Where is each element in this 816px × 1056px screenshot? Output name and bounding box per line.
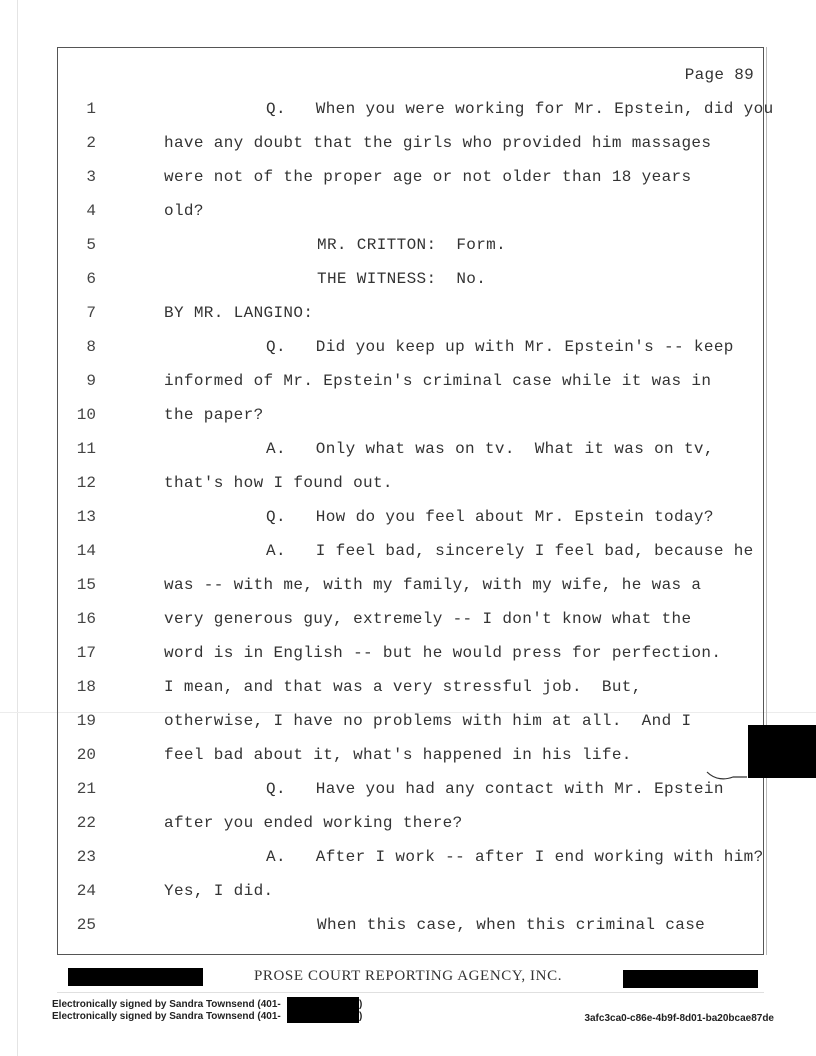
line-text: that's how I found out.: [164, 474, 393, 492]
line-text: Q. When you were working for Mr. Epstein, did you: [266, 100, 774, 118]
document-hash: 3afc3ca0-c86e-4b9f-8d01-ba20bcae87de: [584, 1013, 774, 1024]
line-number: 13: [76, 508, 96, 526]
line-text: informed of Mr. Epstein's criminal case while it was in: [164, 372, 712, 390]
line-number: 8: [86, 338, 96, 356]
line-number: 5: [86, 236, 96, 254]
line-text: was -- with me, with my family, with my wife, he was a: [164, 576, 702, 594]
line-text: Q. Did you keep up with Mr. Epstein's -- keep: [266, 338, 734, 356]
line-text: MR. CRITTON: Form.: [317, 236, 507, 254]
transcript-line: [60, 704, 760, 738]
transcript-line: [60, 126, 760, 160]
handwritten-mark: [705, 768, 749, 782]
line-text: A. After I work -- after I end working with him?: [266, 848, 764, 866]
scan-artifact-left: [17, 0, 18, 1056]
line-number: 10: [76, 406, 96, 424]
transcript-line: [60, 364, 760, 398]
esign-paren-2: ): [359, 1011, 363, 1022]
transcript-line: [60, 534, 760, 568]
line-text: old?: [164, 202, 204, 220]
line-text: Q. Have you had any contact with Mr. Epstein: [266, 780, 724, 798]
line-text: A. I feel bad, sincerely I feel bad, because he: [266, 542, 754, 560]
line-number: 22: [76, 814, 96, 832]
transcript-line: [60, 92, 774, 126]
line-number: 9: [86, 372, 96, 390]
line-number: 25: [76, 916, 96, 934]
line-number: 16: [76, 610, 96, 628]
line-text: Q. How do you feel about Mr. Epstein today?: [266, 508, 714, 526]
line-number: 21: [76, 780, 96, 798]
line-text: A. Only what was on tv. What it was on tv,: [266, 440, 714, 458]
transcript-line: [60, 500, 760, 534]
line-number: 7: [86, 304, 96, 322]
line-number: 15: [76, 576, 96, 594]
esign-line-2: Electronically signed by Sandra Townsend (401-: [52, 1011, 281, 1022]
line-number: 18: [76, 678, 96, 696]
transcript-line: [60, 228, 760, 262]
line-number: 14: [76, 542, 96, 560]
transcript-line: [60, 840, 764, 874]
transcript-line: [60, 636, 760, 670]
line-number: 6: [86, 270, 96, 288]
transcript-line: [60, 772, 760, 806]
line-number: 4: [86, 202, 96, 220]
line-text: Yes, I did.: [164, 882, 274, 900]
transcript-line: [60, 806, 760, 840]
transcript-line: [60, 262, 760, 296]
line-number: 11: [76, 440, 96, 458]
line-text: the paper?: [164, 406, 264, 424]
line-text: otherwise, I have no problems with him at all. And I: [164, 712, 692, 730]
line-text: have any doubt that the girls who provided him massages: [164, 134, 712, 152]
line-number: 24: [76, 882, 96, 900]
line-number: 19: [76, 712, 96, 730]
transcript-line: [60, 670, 760, 704]
transcript-line: [60, 602, 760, 636]
line-number: 2: [86, 134, 96, 152]
line-number: 23: [76, 848, 96, 866]
line-number: 20: [76, 746, 96, 764]
transcript-line: [60, 874, 760, 908]
footer-divider: [57, 992, 764, 993]
line-number: 1: [86, 100, 96, 118]
line-text: feel bad about it, what's happened in his life.: [164, 746, 632, 764]
line-text: after you ended working there?: [164, 814, 463, 832]
line-number: 12: [76, 474, 96, 492]
line-text: When this case, when this criminal case: [317, 916, 706, 934]
transcript-line: [60, 194, 760, 228]
esign-paren-1: ): [359, 999, 363, 1010]
transcript-line: [60, 398, 760, 432]
transcript-line: [60, 160, 760, 194]
redaction-block-side: [748, 725, 816, 778]
transcript-line: [60, 296, 760, 330]
line-number: 17: [76, 644, 96, 662]
redaction-block-footer-right: [623, 970, 758, 988]
line-text: were not of the proper age or not older than 18 years: [164, 168, 692, 186]
transcript-line: [60, 330, 760, 364]
transcript-line: [60, 432, 760, 466]
line-text: THE WITNESS: No.: [317, 270, 487, 288]
page-number: Page 89: [684, 66, 754, 84]
transcript-line: [60, 568, 760, 602]
reporting-agency-name: PROSE COURT REPORTING AGENCY, INC.: [253, 968, 563, 984]
esign-line-1: Electronically signed by Sandra Townsend (401-: [52, 999, 281, 1010]
transcript-line: [60, 908, 760, 942]
redaction-block-esign: [287, 997, 359, 1023]
line-text: I mean, and that was a very stressful job. But,: [164, 678, 642, 696]
line-number: 3: [86, 168, 96, 186]
transcript-line: [60, 466, 760, 500]
transcript-page-edge: [762, 47, 767, 955]
line-text: very generous guy, extremely -- I don't know what the: [164, 610, 692, 628]
line-text: word is in English -- but he would press for perfection.: [164, 644, 722, 662]
line-text: BY MR. LANGINO:: [164, 304, 314, 322]
transcript-line: [60, 738, 760, 772]
